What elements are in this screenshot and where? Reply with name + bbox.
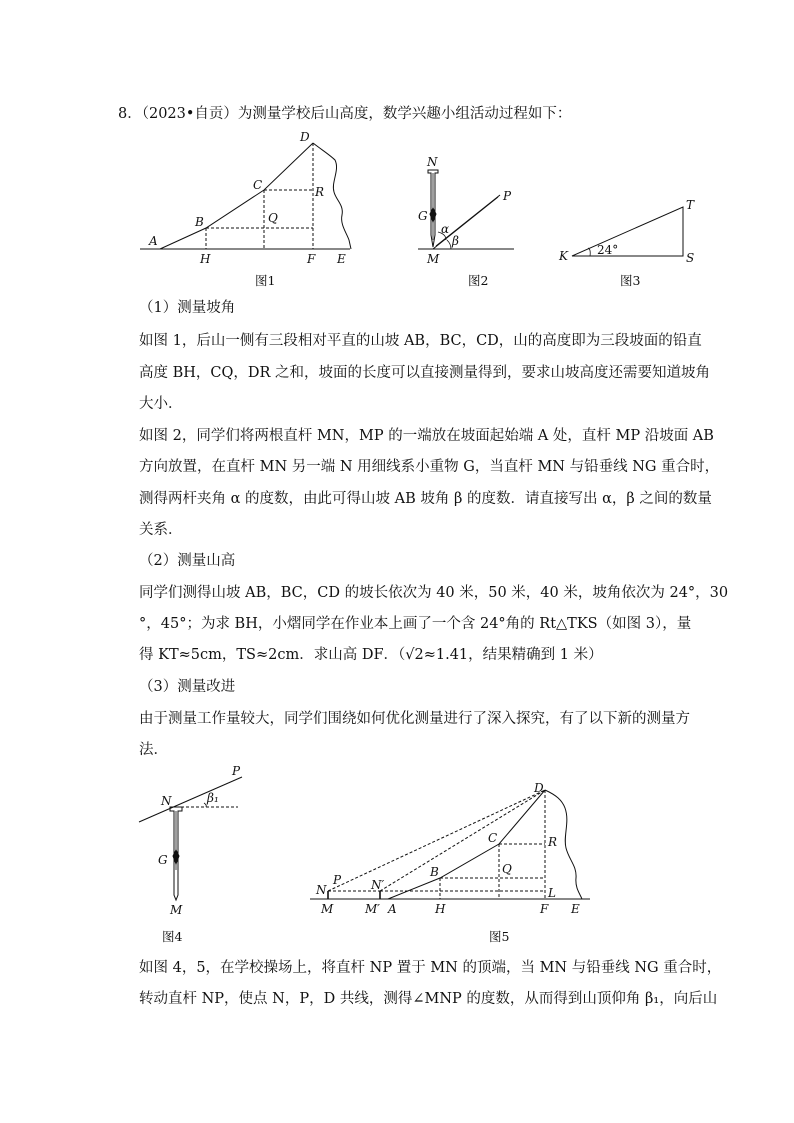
fig3-label-angle: 24° bbox=[597, 243, 619, 257]
part1-line1: 如图 1，后山一侧有三段相对平直的山坡 AB，BC，CD，山的高度即为三段坡面的铅直 bbox=[139, 333, 702, 349]
fig5-label-M: M bbox=[321, 902, 334, 916]
fig2-label-P: P bbox=[503, 189, 512, 203]
fig2-caption: 图2 bbox=[468, 273, 489, 288]
figure-5-labels bbox=[315, 781, 580, 944]
part3-line3: 如图 4，5，在学校操场上，将直杆 NP 置于 MN 的顶端，当 MN 与铅垂线 NG 重合时， bbox=[139, 960, 722, 976]
fig5-label-F: F bbox=[540, 902, 549, 916]
fig4-caption: 图4 bbox=[162, 929, 183, 944]
fig1-label-F: F bbox=[307, 252, 316, 266]
part1-line4: 如图 2，同学们将两根直杆 MN，MP 的一端放在坡面起始端 A 处，直杆 MP 沿坡面 AB bbox=[139, 428, 714, 444]
fig1-label-C: C bbox=[253, 178, 263, 192]
fig5-label-H: H bbox=[435, 902, 446, 916]
part3-line2: 法． bbox=[139, 742, 168, 758]
fig1-label-A: A bbox=[149, 234, 158, 248]
fig5-label-L: L bbox=[548, 886, 556, 900]
fig4-label-G: G bbox=[158, 853, 168, 867]
fig3-caption: 图3 bbox=[620, 273, 641, 288]
fig5-label-N: N bbox=[316, 883, 327, 897]
fig1-label-D: D bbox=[300, 130, 310, 144]
fig5-label-Mprime: M′ bbox=[365, 902, 381, 916]
fig5-label-Nprime: N′ bbox=[371, 878, 385, 892]
fig2-label-beta: β bbox=[452, 234, 459, 248]
part1-line3: 大小． bbox=[139, 396, 183, 412]
part3-line4: 转动直杆 NP，使点 N，P，D 共线，测得∠MNP 的度数，从而得到山顶仰角 β₁，向后山 bbox=[139, 991, 718, 1007]
fig1-label-Q: Q bbox=[268, 211, 278, 225]
fig5-label-R: R bbox=[548, 835, 558, 849]
part1-title: （1）测量坡角 bbox=[139, 300, 236, 316]
fig4-label-N: N bbox=[161, 794, 172, 808]
fig4-rod-NP bbox=[139, 777, 242, 822]
fig1-label-R: R bbox=[315, 185, 325, 199]
figure-4-labels bbox=[158, 764, 241, 944]
fig5-label-C: C bbox=[488, 831, 498, 845]
part2-line3: 得 KT≈5cm，TS≈2cm．求山高 DF．（√2≈1.41，结果精确到 1 米） bbox=[139, 647, 603, 663]
part1-line2: 高度 BH，CQ，DR 之和，坡面的长度可以直接测量得到，要求山坡高度还需要知道坡角 bbox=[139, 365, 711, 381]
fig4-label-beta1: β₁ bbox=[207, 791, 219, 805]
fig2-label-alpha: α bbox=[441, 222, 450, 236]
fig5-label-B: B bbox=[430, 865, 439, 879]
fig1-label-E: E bbox=[337, 252, 346, 266]
part2-line2: °，45°；为求 BH，小熠同学在作业本上画了一个含 24°角的 Rt△TKS（如图 3），量 bbox=[139, 616, 692, 632]
fig3-label-K: K bbox=[559, 249, 568, 263]
problem-header: 8．（2023•自贡）为测量学校后山高度，数学兴趣小组活动过程如下： bbox=[118, 106, 572, 122]
fig5-label-E: E bbox=[571, 902, 580, 916]
part1-line5: 方向放置，在直杆 MN 另一端 N 用细线系小重物 G，当直杆 MN 与铅垂线 NG 重合时， bbox=[139, 459, 720, 475]
part2-title: （2）测量山高 bbox=[139, 553, 236, 569]
fig5-caption: 图5 bbox=[489, 929, 510, 944]
fig5-label-D: D bbox=[534, 781, 544, 795]
fig2-label-N: N bbox=[427, 155, 438, 169]
fig5-label-Q: Q bbox=[502, 862, 512, 876]
fig5-label-P: P bbox=[333, 873, 342, 887]
part1-line6: 测得两杆夹角 α 的度数，由此可得山坡 AB 坡角 β 的度数．请直接写出 α，β 之间的数量 bbox=[139, 491, 712, 507]
fig3-label-S: S bbox=[686, 251, 695, 265]
fig3-label-T: T bbox=[686, 198, 695, 212]
fig1-label-B: B bbox=[195, 215, 204, 229]
figure-4 bbox=[139, 777, 242, 900]
fig4-label-M: M bbox=[170, 903, 183, 917]
part2-line1: 同学们测得山坡 AB，BC，CD 的坡长依次为 40 米，50 米，40 米，坡角依次为 24°，30 bbox=[139, 585, 729, 601]
fig2-label-G: G bbox=[418, 209, 428, 223]
part3-line1: 由于测量工作量较大，同学们围绕如何优化测量进行了深入探究，有了以下新的测量方 bbox=[139, 711, 690, 727]
fig2-label-M: M bbox=[427, 252, 440, 266]
fig1-label-H: H bbox=[200, 252, 211, 266]
part3-title: （3）测量改进 bbox=[139, 679, 236, 695]
fig5-label-A: A bbox=[388, 902, 397, 916]
fig1-caption: 图1 bbox=[255, 273, 276, 288]
part1-line7: 关系． bbox=[139, 522, 183, 538]
fig4-label-P: P bbox=[232, 764, 241, 778]
